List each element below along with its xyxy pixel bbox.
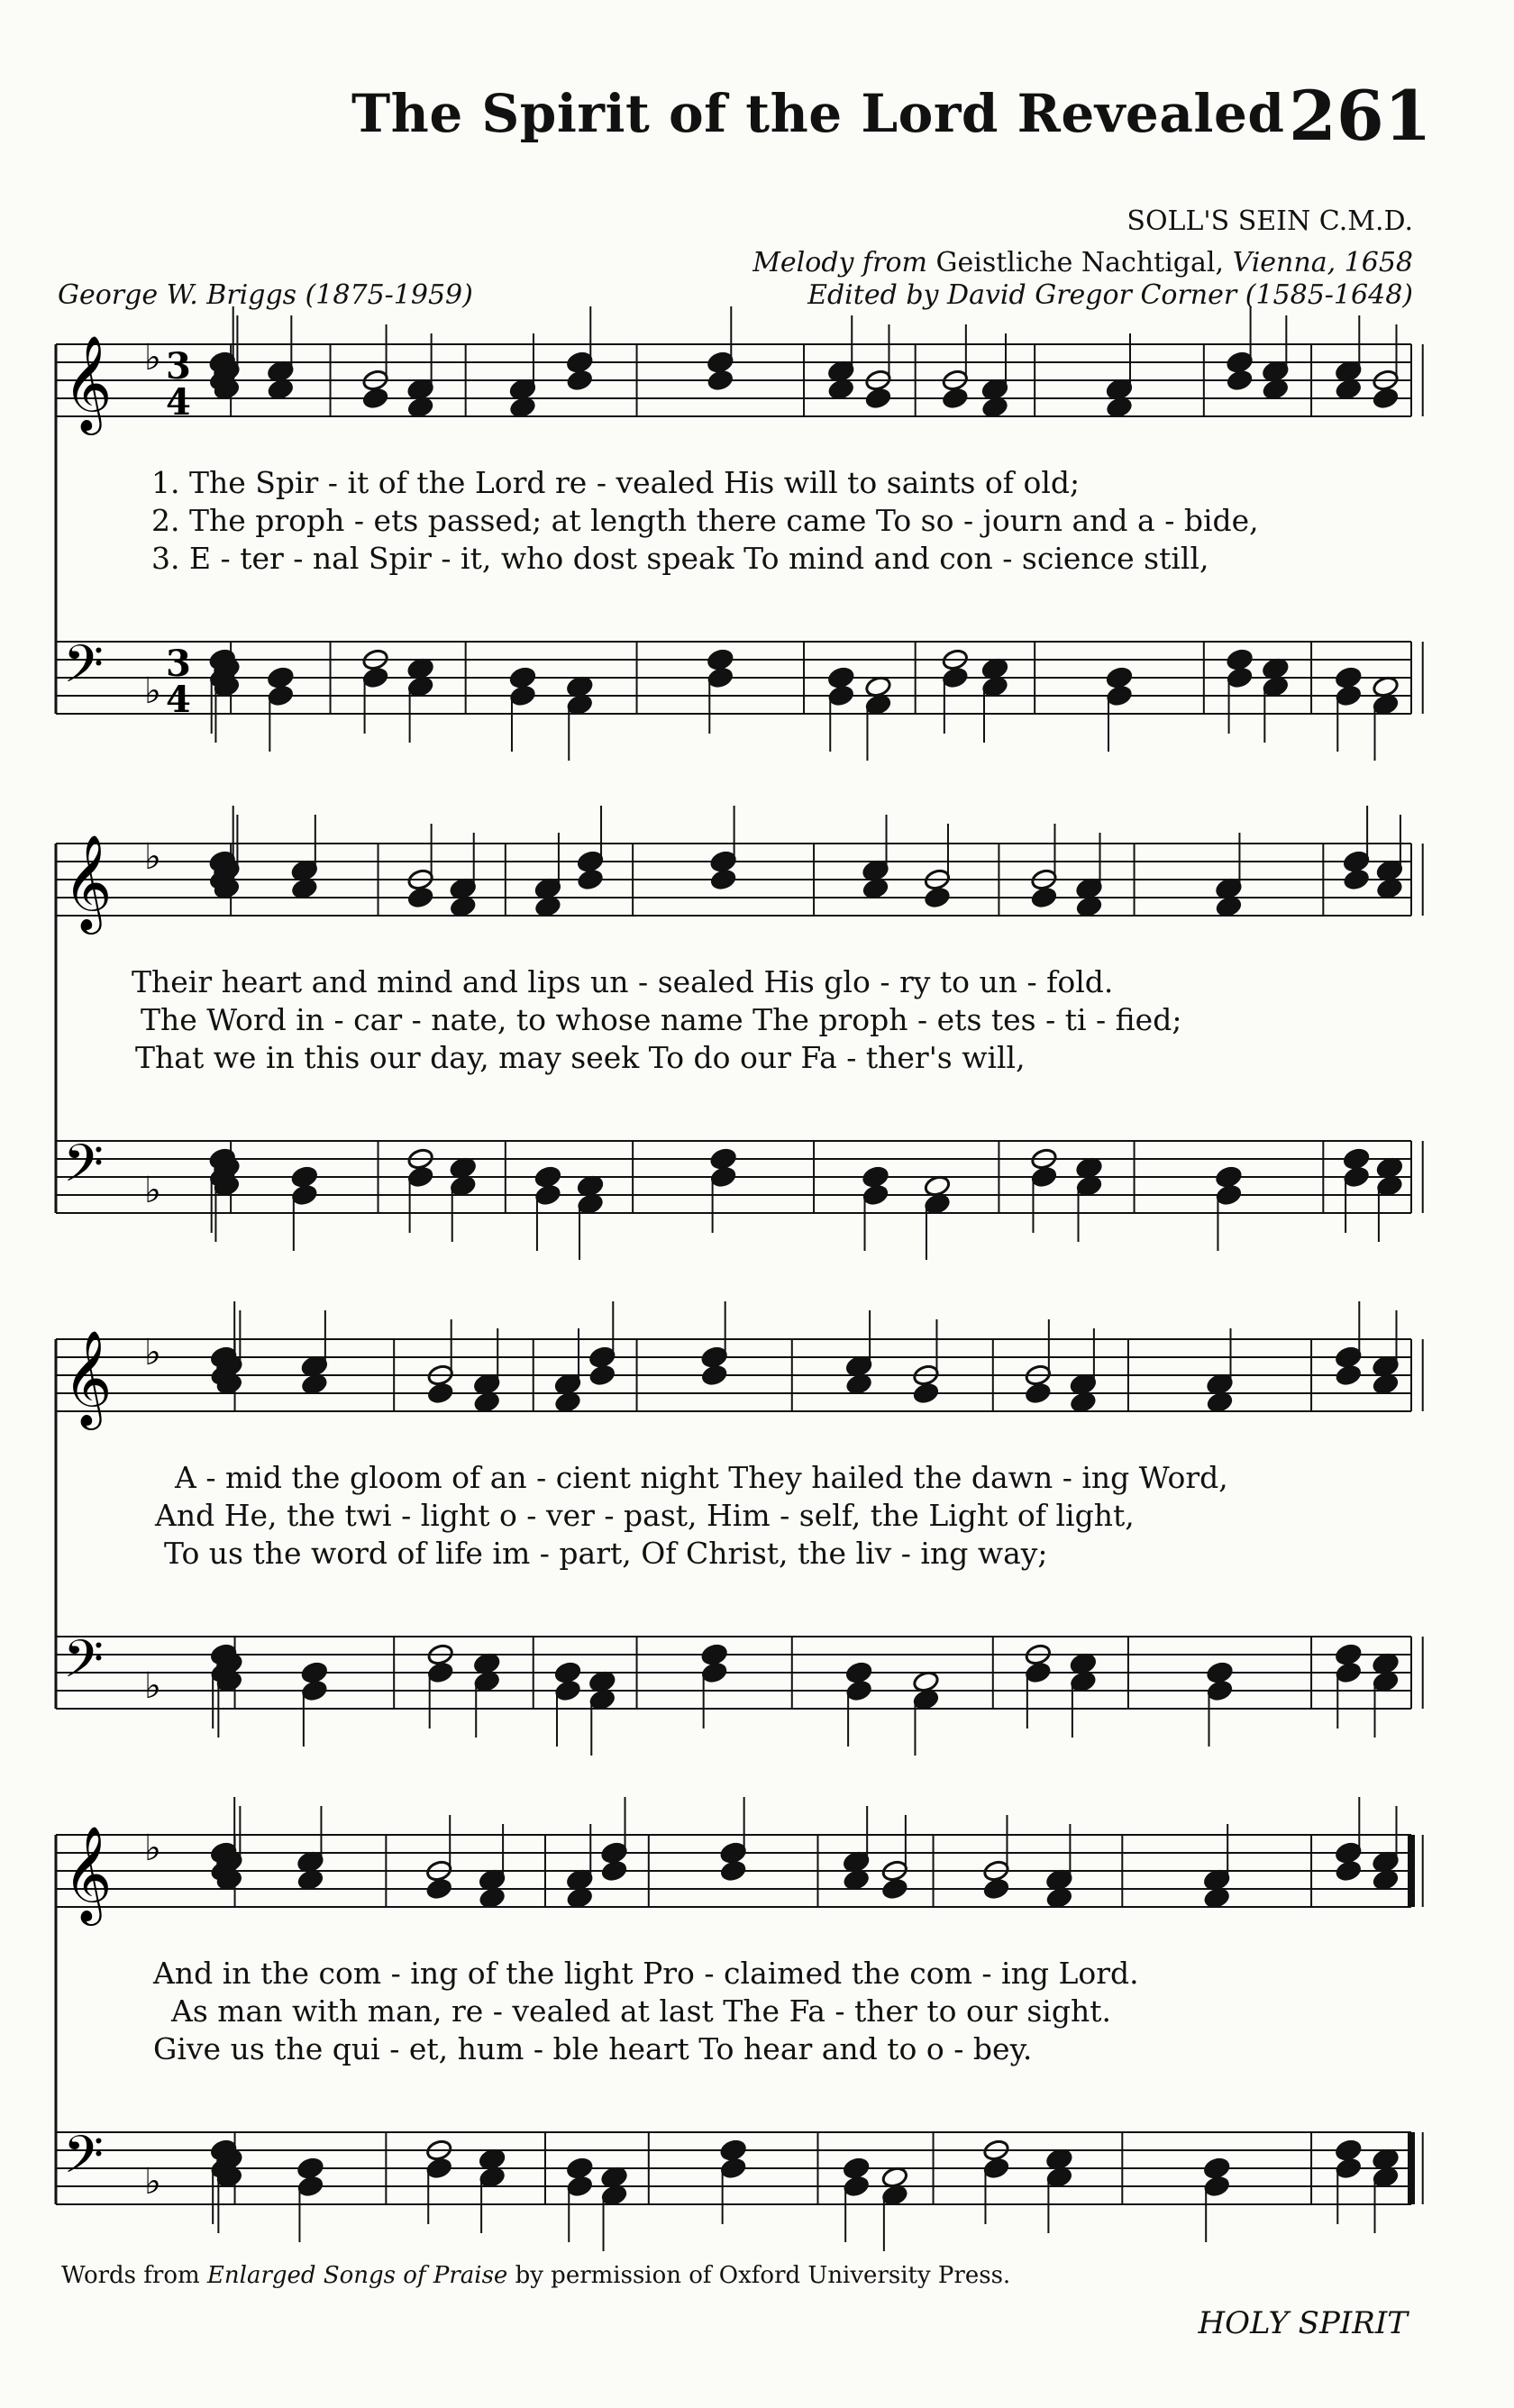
note-head [267, 684, 295, 707]
note-head [845, 1661, 873, 1684]
note-head [709, 850, 737, 873]
lyric-line: That we in this our day, may seek To do our Fa - ther's will, [135, 1040, 1026, 1075]
note-head [296, 2157, 324, 2180]
note-head [707, 369, 734, 392]
note-head [1215, 1183, 1243, 1207]
note-head [1226, 666, 1254, 689]
note-head [700, 1643, 728, 1666]
time-signature-bottom: 4 [166, 679, 191, 721]
note-head [566, 2175, 594, 2198]
note-head [1335, 1859, 1363, 1883]
note-head [1203, 2175, 1231, 2198]
note-head [425, 1877, 453, 1901]
note-head [1226, 351, 1254, 374]
note-head [924, 886, 952, 909]
note-head [1226, 648, 1254, 671]
note-head [912, 1382, 940, 1405]
note-head [707, 648, 734, 671]
melody-source: Geistliche Nachtigal, [935, 247, 1225, 278]
lyric-line: And He, the twi - light o - ver - past, Him - self, the Light of light, [155, 1498, 1135, 1533]
note-head [1030, 1165, 1058, 1189]
note-head [709, 868, 737, 891]
note-head [600, 1859, 628, 1883]
note-head [1335, 2139, 1363, 2162]
note-head [566, 351, 594, 374]
note-head [707, 351, 734, 374]
flat-sign-icon: ♭ [144, 337, 161, 379]
note-head [296, 2175, 324, 2198]
note-head [588, 1364, 616, 1387]
lyric-line: Give us the qui - et, hum - ble heart To hear and to o - bey. [153, 2031, 1033, 2066]
note-head [301, 1679, 329, 1702]
note-head [719, 2157, 747, 2180]
note-head [301, 1661, 329, 1684]
flat-sign-icon: ♭ [144, 670, 161, 712]
note-head [1203, 2157, 1231, 2180]
lyric-line: To us the word of life im - part, Of Christ, the liv - ing way; [164, 1536, 1048, 1571]
bass-clef-icon: 𝄢 [63, 1133, 105, 1207]
author-credit: George W. Briggs (1875-1959) [58, 279, 473, 311]
note-head [864, 387, 892, 410]
permission-suffix: by permission of Oxford University Press. [515, 2262, 1011, 2289]
note-head [1106, 684, 1134, 707]
note-head [361, 666, 389, 689]
treble-clef-icon: 𝄞 [63, 334, 113, 431]
treble-clef-icon: 𝄞 [63, 1329, 113, 1426]
note-head [1335, 1661, 1363, 1684]
note-head [719, 1859, 747, 1883]
note-head [862, 1183, 889, 1207]
note-head [534, 1183, 562, 1207]
note-head [1025, 1661, 1053, 1684]
tune-name: SOLL'S SEIN C.M.D. [1126, 205, 1413, 237]
note-head [862, 1165, 889, 1189]
note-head [291, 1165, 319, 1189]
note-head [1343, 1165, 1371, 1189]
note-head [719, 1841, 747, 1865]
note-head [845, 1679, 873, 1702]
note-head [843, 2175, 871, 2198]
note-head [406, 886, 434, 909]
note-head [700, 1345, 728, 1369]
flat-sign-icon: ♭ [144, 2161, 161, 2203]
note-head [709, 1147, 737, 1171]
note-head [554, 1679, 582, 1702]
note-head [982, 1877, 1010, 1901]
note-head [534, 1165, 562, 1189]
permission-note [61, 2262, 1010, 2289]
treble-clef-icon: 𝄞 [63, 1825, 113, 1921]
note-head [719, 2139, 747, 2162]
note-head [1335, 1364, 1363, 1387]
note-head [1335, 666, 1363, 689]
note-head [1106, 666, 1134, 689]
note-head [1226, 369, 1254, 392]
flat-sign-icon: ♭ [144, 1828, 161, 1869]
note-head [577, 850, 605, 873]
note-head [600, 1841, 628, 1865]
note-head [942, 387, 970, 410]
note-head [707, 666, 734, 689]
note-head [1025, 1382, 1053, 1405]
lyric-line: A - mid the gloom of an - cient night They hailed the dawn - ing Word, [175, 1460, 1228, 1495]
note-head [1343, 1147, 1371, 1171]
lyric-line: Their heart and mind and lips un - sealed His glo - ry to un - fold. [132, 964, 1114, 999]
note-head [700, 1661, 728, 1684]
note-head [267, 666, 295, 689]
note-head [843, 2157, 871, 2180]
time-signature-top: 3 [166, 345, 191, 388]
note-head [1215, 1165, 1243, 1189]
note-head [554, 1661, 582, 1684]
note-head [881, 1877, 909, 1901]
lyric-line: And in the com - ing of the light Pro - claimed the com - ing Lord. [153, 1956, 1139, 1991]
note-head [942, 666, 970, 689]
note-head [588, 1345, 616, 1369]
bass-clef-icon: 𝄢 [63, 1628, 105, 1702]
treble-clef-icon: 𝄞 [63, 834, 113, 930]
note-head [426, 1382, 454, 1405]
permission-source: Enlarged Songs of Praise [206, 2262, 508, 2289]
note-head [709, 1165, 737, 1189]
lyric-line: The Word in - car - nate, to whose name The proph - ets tes - ti - fied; [141, 1002, 1182, 1037]
flat-sign-icon: ♭ [144, 836, 161, 878]
note-head [1372, 387, 1400, 410]
note-head [406, 1165, 434, 1189]
note-head [1343, 868, 1371, 891]
note-head [1206, 1679, 1234, 1702]
category-label: HOLY SPIRIT [1198, 2305, 1408, 2341]
editor-credit: Edited by David Gregor Corner (1585-1648) [807, 279, 1413, 311]
note-head [827, 684, 855, 707]
permission-prefix: Words from [61, 2262, 200, 2289]
note-head [827, 666, 855, 689]
hymn-number: 261 [1289, 76, 1432, 156]
note-head [700, 1364, 728, 1387]
melody-place: Vienna, 1658 [1232, 247, 1413, 278]
bass-clef-icon: 𝄢 [63, 634, 105, 707]
lyric-line: 2. The proph - ets passed; at length there came To so - journ and a - bide, [151, 503, 1259, 538]
note-head [426, 1661, 454, 1684]
note-head [1335, 1345, 1363, 1369]
lyric-line: 3. E - ter - nal Spir - it, who dost speak To mind and con - science still, [151, 541, 1209, 576]
lyric-line: 1. The Spir - it of the Lord re - vealed His will to saints of old; [151, 465, 1081, 500]
note-head [291, 1183, 319, 1207]
note-head [982, 2157, 1010, 2180]
note-head [509, 666, 537, 689]
note-head [1335, 684, 1363, 707]
bass-clef-icon: 𝄢 [63, 2124, 105, 2198]
note-head [361, 387, 389, 410]
note-head [1030, 886, 1058, 909]
note-head [509, 684, 537, 707]
flat-sign-icon: ♭ [144, 1665, 161, 1707]
flat-sign-icon: ♭ [144, 1170, 161, 1211]
flat-sign-icon: ♭ [144, 1332, 161, 1373]
note-head [1206, 1661, 1234, 1684]
note-head [1335, 1841, 1363, 1865]
time-signature-top: 3 [166, 643, 191, 685]
note-head [1343, 850, 1371, 873]
time-signature-bottom: 4 [166, 381, 191, 424]
melody-prefix: Melody from [752, 247, 927, 278]
note-head [566, 2157, 594, 2180]
note-head [1335, 1643, 1363, 1666]
note-head [566, 369, 594, 392]
hymn-title: The Spirit of the Lord Revealed [351, 83, 1285, 144]
note-head [425, 2157, 453, 2180]
note-head [577, 868, 605, 891]
note-head [1335, 2157, 1363, 2180]
lyric-line: As man with man, re - vealed at last The Fa - ther to our sight. [171, 1993, 1111, 2029]
